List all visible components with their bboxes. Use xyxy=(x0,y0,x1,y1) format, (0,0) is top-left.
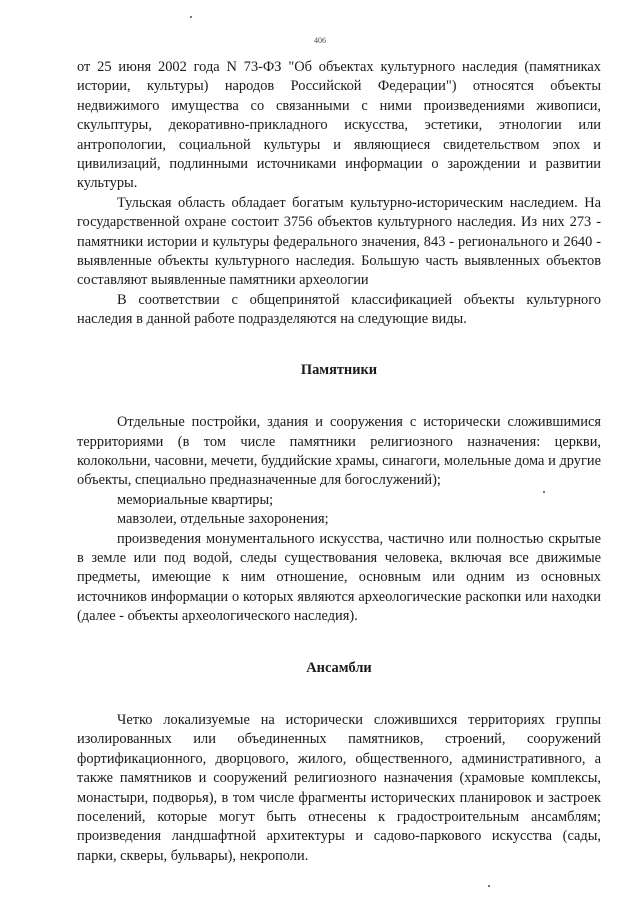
intro-paragraph-1: от 25 июня 2002 года N 73-ФЗ "Об объектах культурного наследия (памятниках истории, культуры) народов Российской Федерации") относятся объекты недвижимого имущества со связанными с ними произведениями живописи, скульптуры, декоративно-прикладного искусства, эстетики, этнологии или антропологии, социальной культуры и являющиеся свидетельством эпох и цивилизаций, подлинными источниками информации о зарождении и развитии культуры. xyxy=(77,59,601,192)
monuments-item-mausoleums: мавзолеи, отдельные захоронения; xyxy=(117,511,329,528)
section-heading-ensembles: Ансамбли xyxy=(306,659,372,676)
monuments-item-memorial-apartments: мемориальные квартиры; xyxy=(117,491,274,508)
section-heading-monuments: Памятники xyxy=(300,361,378,378)
scan-speck xyxy=(488,885,490,887)
ensembles-paragraph: Четко локализуемые на исторически сложившихся территориях группы изолированных или объединенных памятников, строений, сооружений фортификационного, дворцового, жилого, общественного, административного, а также памятников и сооружений религиозного назначения (храмовые комплексы, монастыри, подворья), в том числе фрагменты исторических планировок и застроек поселений, которые могут быть отнесены к градостроительным ансамблям; произведения ландшафтной архитектуры и садово-паркового искусства (сады, парки, скверы, бульвары), некрополи. xyxy=(77,711,601,864)
intro-paragraph-2: Тульская область обладает богатым культурно-историческим наследием. На государственной охране состоит 3756 объектов культурного наследия. Из них 273 - памятники истории и культуры федерального значения, 843 - регионального и 2640 - выявленные объекты культурного наследия. Большую часть выявленных объектов составляют выявленные памятники археологии xyxy=(77,194,601,289)
scan-speck xyxy=(543,491,545,493)
monuments-item-buildings: Отдельные постройки, здания и сооружения с исторически сложившимися территориями (в том числе памятники религиозного назначения: церкви, колокольни, часовни, мечети, буддийские храмы, синагоги, молельные дома и другие объекты, специально предназначенные для богослужений); xyxy=(77,414,601,489)
scan-speck xyxy=(190,16,192,18)
intro-paragraph-3: В соответствии с общепринятой классификацией объекты культурного наследия в данной работе подразделяются на следующие виды. xyxy=(77,291,601,328)
page-number: 406 xyxy=(314,36,326,45)
monuments-item-monumental-art: произведения монументального искусства, частично или полностью скрытые в земле или под водой, следы существования человека, включая все движимые предметы, имеющие к ним отношение, основным или одним из основных источников информации о которых являются археологические раскопки или находки (далее - объекты археологического наследия). xyxy=(77,530,601,625)
document-body xyxy=(77,58,601,866)
